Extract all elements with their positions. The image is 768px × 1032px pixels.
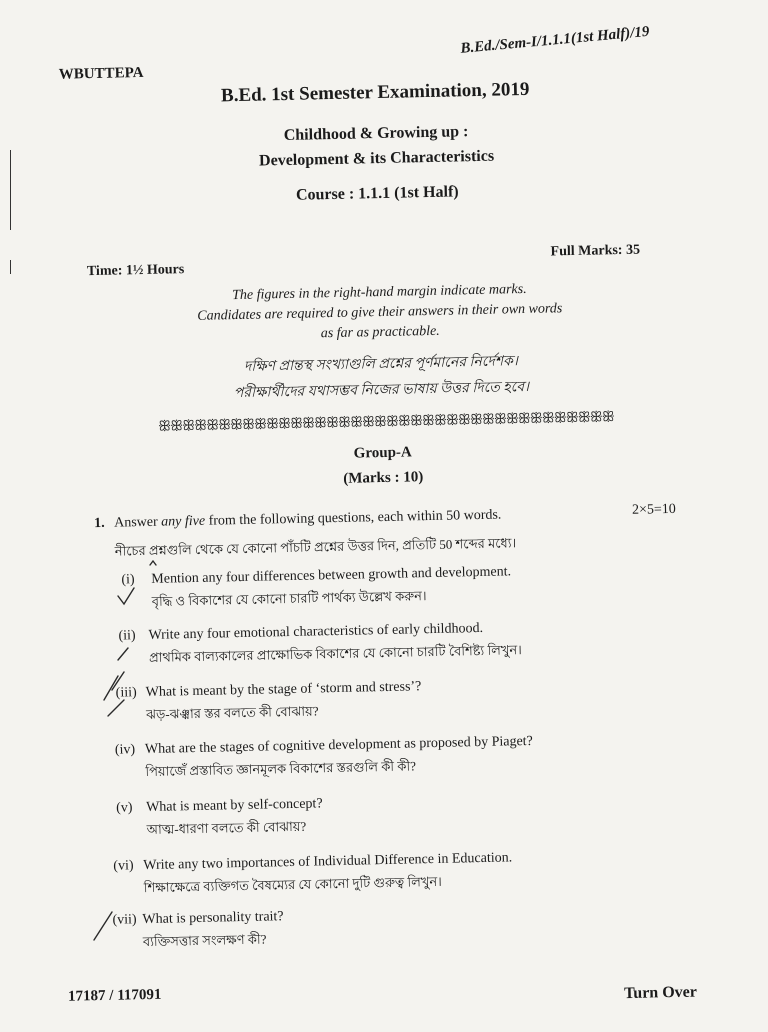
group-title: Group-A: [353, 444, 412, 462]
sub-question-text-bengali: বৃদ্ধি ও বিকাশের যে কোনো চারটি পার্থক্য উল্লেখ করুন।: [151, 588, 427, 609]
sub-question-text: Write any four emotional characteristics of early childhood.: [148, 620, 484, 643]
scan-edge-line: [10, 260, 11, 274]
subject-title-line2: Development & its Characteristics: [258, 147, 495, 170]
question-number: 1.: [94, 515, 105, 532]
caret-mark: [150, 561, 156, 565]
sub-question-number: (vi): [113, 858, 134, 874]
sub-question-text: What are the stages of cognitive development as proposed by Piaget?: [144, 733, 533, 758]
sub-question-text-bengali: ব্যক্তিসত্তার সংলক্ষণ কী?: [142, 931, 267, 950]
instruction-line: The figures in the right-hand margin indicate marks.: [232, 281, 527, 304]
instruction-line-bengali: দক্ষিণ প্রান্তস্থ সংখ্যাগুলি প্রশ্নের পূর্ণমানের নির্দেশক।: [243, 354, 519, 375]
sub-question-number: (v): [115, 800, 133, 816]
course-title: Course : 1.1.1 (1st Half): [295, 183, 459, 204]
slash-mark: [104, 676, 124, 716]
question-text-emphasis: any five: [161, 513, 206, 530]
sub-question-number: (iii): [115, 685, 137, 701]
time-label: Time: 1½ Hours: [86, 262, 185, 280]
slash-mark: [94, 912, 112, 940]
sub-question-text-bengali: পিয়াজেঁ প্রস্তাবিত জ্ঞানমূলক বিকাশের স্তরগুলি কী কী?: [145, 758, 417, 780]
slash-mark: [112, 648, 128, 690]
sub-question-text: What is meant by the stage of ‘storm and stress’?: [145, 679, 422, 701]
full-marks-label: Full Marks: 35: [550, 242, 641, 260]
sub-question-text-bengali: প্রাথমিক বাল্যকালের প্রাক্ষোভিক বিকাশের যে কোনো চারটি বৈশিষ্ট্য লিখুন।: [148, 642, 522, 665]
sub-question-number: (iv): [114, 742, 136, 758]
sub-question-text: Mention any four differences between growth and development.: [151, 564, 512, 587]
sub-question-text: What is meant by self-concept?: [145, 796, 323, 816]
group-marks: (Marks : 10): [343, 469, 424, 487]
instruction-line-bengali: পরীক্ষার্থীদের যথাসম্ভব নিজের ভাষায় উত্তর দিতে হবে।: [233, 379, 530, 402]
question-text-part: from the following questions, each within 50 words.: [204, 507, 502, 529]
organization-label: WBUTTEPA: [58, 64, 144, 83]
instruction-line: as far as practicable.: [320, 323, 440, 342]
sub-question-text: What is personality trait?: [142, 909, 284, 928]
sub-question-number: (i): [121, 572, 135, 588]
turn-over-label: Turn Over: [623, 983, 698, 1003]
ornamental-divider: ꕥꕥꕥꕥꕥꕥꕥꕥꕥꕥꕥꕥꕥꕥꕥꕥꕥꕥꕥꕥꕥꕥꕥꕥꕥꕥꕥꕥꕥꕥꕥꕥꕥꕥꕥꕥꕥꕥ: [158, 410, 614, 435]
question-text-bengali: নীচের প্রশ্নগুলি থেকে যে কোনো পাঁচটি প্রশ্নের উত্তর দিন, প্রতিটি 50 শব্দের মধ্যে।: [114, 535, 517, 559]
question-text-part: Answer: [114, 514, 162, 531]
exam-title: B.Ed. 1st Semester Examination, 2019: [220, 78, 530, 107]
subject-title-line1: Childhood & Growing up :: [283, 123, 469, 145]
paper-code: B.Ed./Sem-I/1.1.1(1st Half)/19: [459, 23, 651, 57]
question-marks: 2×5=10: [631, 501, 676, 518]
sub-question-text: Write any two importances of Individual Difference in Education.: [143, 850, 513, 874]
footer-code: 17187 / 117091: [67, 986, 162, 1005]
sub-question-number: (ii): [118, 628, 136, 644]
sub-question-text-bengali: আত্ম-ধারণা বলতে কী বোঝায়?: [146, 818, 307, 838]
scan-edge-line: [10, 150, 11, 230]
sub-question-text-bengali: শিক্ষাক্ষেত্রে ব্যক্তিগত বৈষম্যের যে কোনো দুটি গুরুত্ব লিখুন।: [143, 873, 442, 896]
sub-question-number: (vii): [112, 912, 137, 928]
tick-mark: [118, 588, 134, 604]
instruction-line: Candidates are required to give their answers in their own words: [197, 301, 563, 324]
sub-question-text-bengali: ঝড়-ঝঞ্ঝার স্তর বলতে কী বোঝায়?: [146, 703, 319, 723]
